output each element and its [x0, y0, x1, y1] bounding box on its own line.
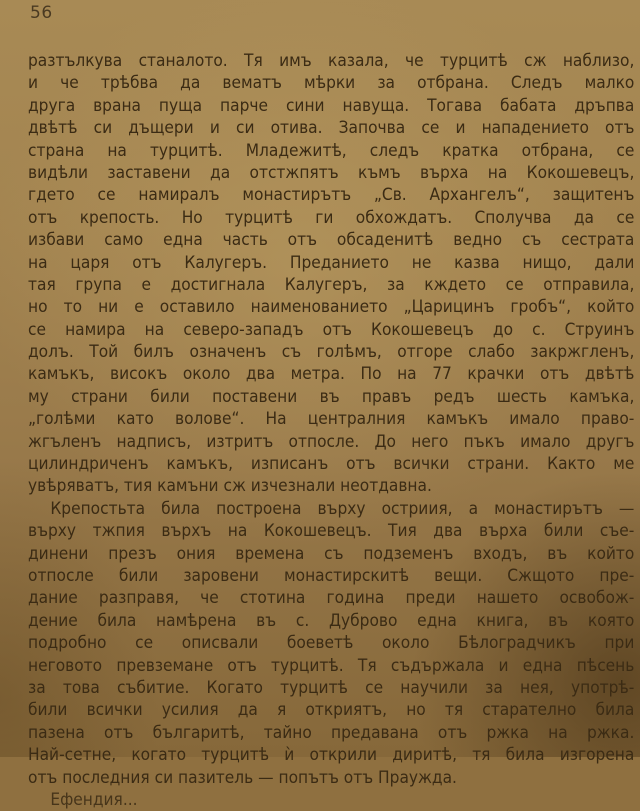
text-line: жгъленъ надписъ, изтритъ отпосле. До него пъкъ имало другъ — [28, 431, 635, 451]
text-line: му страни били поставени въ правъ редъ шесть камъка, — [28, 386, 635, 406]
text-line: страна на турцитѣ. Младежитѣ, следъ кратка отбрана, се — [28, 140, 635, 160]
paragraph-end-line: увѣряватъ, тия камъни сж изчезнали неотдавна. — [28, 476, 432, 496]
text-line: подробно се описвали боеветѣ около Бѣлоградчикъ при — [28, 633, 635, 653]
text-line: върху тжпия върхъ на Кокошевецъ. Тия два върха били съе- — [28, 521, 635, 541]
text-line: тая група е достигнала Калугеръ, за кждето се отправила, — [28, 274, 635, 294]
text-line: камъкъ, високъ около два метра. По на 77 крачки отъ двѣтѣ — [28, 364, 635, 384]
text-line: друга врана пуща парче сини навуща. Тогава бабата дръпва — [28, 95, 635, 115]
text-line: дение била намѣрена въ с. Дуброво една книга, въ която — [28, 610, 635, 630]
body-text — [28, 50, 635, 811]
text-line: Най-сетне, когато турцитѣ ѝ открили диритѣ, тя била изгорена — [28, 745, 635, 765]
text-line: гдето се намиралъ монастирътъ „Св. Архангелъ“, защитенъ — [28, 185, 635, 205]
text-line: били всички усилия да я откриятъ, но тя старателно била — [28, 700, 635, 720]
text-line: „голѣми като волове“. На централния камъкъ имало право- — [28, 409, 635, 429]
text-line: разтълкува станалото. Тя имъ казала, че турцитѣ сж наблизо, — [28, 51, 635, 70]
text-line: на царя отъ Калугеръ. Преданието не казва нищо, дали — [28, 252, 635, 272]
text-line: но то ни е оставило наименованието „Царицинъ гробъ“, който — [28, 297, 635, 317]
text-line: неговото превземане отъ турцитѣ. Тя съдържала и една пѣсень — [28, 655, 635, 675]
page-number: 56 — [30, 3, 53, 23]
text-line: динени презъ ония времена съ подземенъ входъ, въ който — [28, 543, 635, 563]
text-line: дание разправя, че стотина година преди нашето освобож- — [28, 588, 635, 608]
text-line: видѣли заставени да отстжпятъ къмъ върха на Кокошевецъ, — [28, 162, 635, 182]
text-line: се намира на северо-западъ отъ Кокошевецъ до с. Струинъ — [28, 319, 635, 339]
text-line: цилиндриченъ камъкъ, изписанъ отъ всички страни. Както ме — [28, 454, 635, 474]
paragraph-end-line: отъ последния си пазитель — попътъ отъ Праужда. — [28, 767, 457, 787]
paragraph-start-line: Крепостьта била построена върху остриия, а монастирътъ — — [50, 498, 635, 518]
text-line: двѣтѣ си дъщери и си отива. Започва се и нападението отъ — [28, 118, 635, 138]
text-line: долъ. Той билъ означенъ съ голѣмъ, отгоре слабо закржгленъ, — [28, 342, 635, 362]
cut-off-line: Ефендия... — [50, 789, 138, 809]
text-line: и че трѣбва да вематъ мѣрки за отбрана. Следъ малко — [28, 73, 635, 93]
text-line: пазена отъ българитѣ, тайно предавана отъ ржка на ржка. — [28, 722, 635, 742]
text-line: за това събитие. Когато турцитѣ се научили за нея, употрѣ- — [28, 677, 635, 697]
text-line: избави само една часть отъ обсаденитѣ ведно съ сестрата — [28, 230, 635, 250]
text-line: отъ крепость. Но турцитѣ ги обхождатъ. Сполучва да се — [28, 207, 635, 227]
text-line: отпосле били заровени монастирскитѣ вещи. Сжщото пре- — [28, 565, 635, 585]
